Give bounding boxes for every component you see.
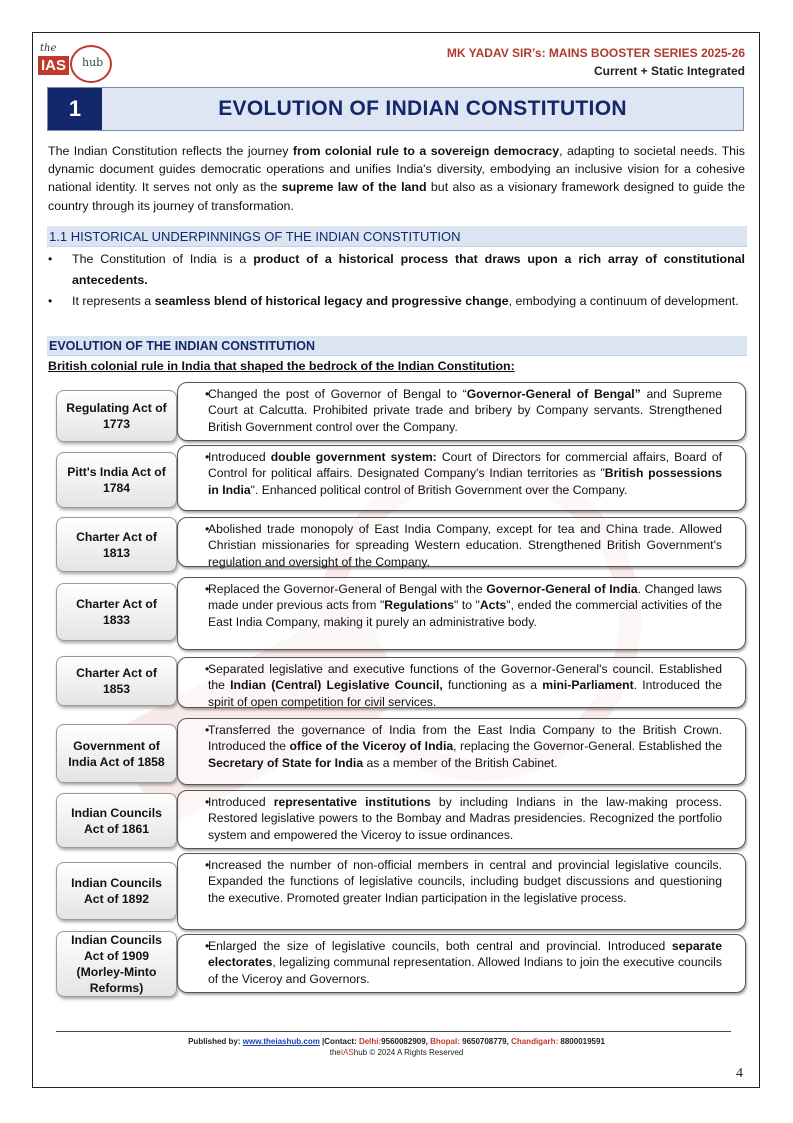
act-label: Charter Act of 1853 — [56, 656, 177, 706]
bullet-bold: product of a historical process that draws upon a rich array of constitutional antecedents. — [72, 252, 745, 287]
footer-contact — [0, 1037, 793, 1046]
act-label: Indian Councils Act of 1861 — [56, 793, 177, 848]
bullet-icon: • — [205, 723, 210, 737]
act-text-bold: separate electorates — [208, 939, 722, 970]
act-label: Charter Act of 1833 — [56, 583, 177, 641]
bullet-post: , embodying a continuum of development. — [508, 294, 739, 308]
list-item — [48, 291, 745, 312]
subheading: British colonial rule in India that shaped the bedrock of the Indian Constitution: — [48, 359, 515, 373]
bullet-icon: • — [205, 858, 210, 872]
footer-delhi-phone: 9560082909, — [381, 1037, 431, 1046]
act-text: Increased the number of non-official members in central and provincial legislative councils. Expanded the functions of legislative councils, including budget discussions and questioning the executive. Promoted greater Indian participation in the legislative process. — [208, 858, 722, 905]
act-text: Abolished trade monopoly of East India Company, except for tea and China trade. Allowed Christian missionaries for spreading Western education. Strengthened British Government's regulation and oversight of the Company. — [208, 522, 722, 569]
act-text: Introduced — [208, 450, 271, 464]
act-text-bold: office of the Viceroy of India — [289, 739, 454, 754]
bullet-icon: • — [205, 662, 210, 676]
bullet-icon: • — [205, 582, 210, 596]
bullet-icon: • — [205, 450, 210, 464]
bullet-text — [72, 291, 745, 312]
intro-bold: from colonial rule to a sovereign democracy — [292, 144, 560, 158]
act-description — [177, 657, 746, 708]
act-text: Replaced the Governor-General of Bengal with the — [208, 582, 487, 596]
logo-hub-text: hub — [82, 56, 104, 69]
act-label: Government of India Act of 1858 — [56, 724, 177, 783]
act-text-bold: Secretary of State for India — [208, 755, 364, 770]
list-item — [48, 249, 745, 291]
act-text-bold: representative institutions — [273, 795, 431, 809]
logo-ias-text: IAS — [38, 56, 69, 75]
bullet-pre: It represents a — [72, 294, 155, 308]
bullet-icon: • — [205, 939, 210, 953]
act-label: Indian Councils Act of 1892 — [56, 862, 177, 920]
act-text-bold: mini-Parliament — [542, 678, 634, 693]
bullet-bold: seamless blend of historical legacy and progressive change — [154, 294, 509, 308]
footer-contact-label: |Contact: — [319, 1037, 359, 1046]
act-text: . Changed laws made under previous acts from " — [208, 582, 722, 613]
act-text: Introduced — [208, 795, 274, 809]
act-description — [177, 934, 746, 993]
act-text: ". Enhanced political control of British Government over the Company. — [250, 482, 628, 497]
act-description — [177, 718, 746, 785]
act-text: as a member of the British Cabinet. — [363, 755, 558, 770]
footer-divider — [56, 1031, 731, 1032]
act-text: and Supreme Court at Calcutta. Prohibited private trade and bribery by Company servants. Strengthened British Government control over the Company. — [208, 387, 723, 434]
act-label: Regulating Act of 1773 — [56, 390, 177, 442]
act-text: , replacing the Governor-General. Established the — [453, 739, 722, 754]
act-description — [177, 577, 746, 650]
act-text-bold: Indian (Central) Legislative Council, — [230, 678, 443, 693]
intro-text: , adapting to societal needs. This dynamic document guides democratic operations and unifies India's diversity, embodying an inclusive vision for a cohesive national identity. It serves not only as the — [48, 144, 745, 195]
section-heading-evolution: EVOLUTION OF THE INDIAN CONSTITUTION — [47, 336, 747, 356]
chapter-number: 1 — [48, 88, 102, 130]
act-text: , legalizing communal representation. Allowed Indians to join the executive councils of the Viceroy and Governors. — [208, 955, 722, 986]
act-text-bold: British possessions in India — [208, 466, 722, 497]
chapter-banner — [47, 87, 744, 131]
act-text-bold: Acts — [479, 598, 507, 613]
act-text: Changed the post of Governor of Bengal to “ — [208, 387, 467, 401]
series-subtitle: Current + Static Integrated — [593, 64, 745, 78]
act-text: ", ended the commercial activities of the East India Company, making it purely an administrative body. — [208, 598, 722, 629]
page-number: 4 — [736, 1066, 743, 1081]
bullet-icon: • — [48, 252, 53, 266]
intro-paragraph — [48, 142, 745, 215]
act-text-bold: double government system: — [270, 450, 437, 464]
act-text: functioning as a — [442, 678, 543, 693]
logo-the-text: the — [40, 43, 57, 54]
act-description — [177, 445, 746, 511]
act-description — [177, 517, 746, 567]
act-text-bold: Regulations — [384, 598, 455, 613]
section-number: 1.1 — [49, 229, 68, 244]
act-description — [177, 853, 746, 930]
act-text: . Introduced the spirit of open competition for civil services. — [208, 678, 722, 709]
act-text-bold: Governor-General of Bengal” — [466, 387, 641, 401]
act-label: Charter Act of 1813 — [56, 517, 177, 572]
footer-bhopal-phone: 9650708779, — [459, 1037, 512, 1046]
intro-bold: supreme law of the land — [281, 180, 427, 195]
act-text: Transferred the governance of India from the East India Company to the British Crown. Introduced the — [208, 723, 722, 754]
intro-text: but also as a visionary framework designed to guide the country through its journey of transformation. — [48, 180, 745, 213]
section-heading-historical — [47, 226, 747, 247]
footer-published-label: Published by: — [188, 1037, 243, 1046]
bullet-text — [72, 249, 745, 291]
act-text: by including Indians in the law-making process. Restored legislative powers to the Bombay and Madras presidencies. Recognized the portfolio system and empowered the Viceroy to issue ordinances. — [208, 795, 722, 842]
footer-bhopal-label: Bhopal: — [430, 1037, 460, 1046]
act-text-bold: Governor-General of India — [486, 582, 638, 596]
series-title: MK YADAV SIR’s: MAINS BOOSTER SERIES 2025-26 — [446, 46, 745, 60]
footer-chandigarh-phone: 8800019591 — [558, 1037, 605, 1046]
footer-copyright — [0, 1048, 793, 1057]
act-text: Enlarged the size of legislative councils, both central and provincial. Introduced — [208, 939, 672, 953]
footer-site-link[interactable]: www.theiashub.com — [242, 1037, 320, 1046]
footer-chandigarh-label: Chandigarh: — [511, 1037, 559, 1046]
chapter-title: EVOLUTION OF INDIAN CONSTITUTION — [218, 97, 627, 120]
brand-logo — [38, 40, 116, 86]
bullet-icon: • — [205, 522, 210, 536]
copyright-the: the — [329, 1048, 341, 1057]
bullet-icon: • — [48, 294, 53, 308]
section-title: HISTORICAL UNDERPINNINGS OF THE INDIAN CONSTITUTION — [70, 229, 461, 244]
act-text: " to " — [454, 598, 480, 613]
bullet-pre: The Constitution of India is a — [72, 252, 254, 266]
act-label: Indian Councils Act of 1909 (Morley-Minto Reforms) — [56, 931, 177, 997]
act-text: Court of Directors for commercial affairs, Board of Control for political affairs. Designated Company's Indian territories as " — [208, 450, 722, 481]
footer-delhi-label: Delhi: — [358, 1037, 382, 1046]
act-text: Separated legislative and executive functions of the Governor-General's council. Established the — [208, 662, 722, 693]
intro-text: The Indian Constitution reflects the journey — [48, 144, 293, 158]
bullet-icon: • — [205, 795, 210, 809]
copyright-text: hub © 2024 A Rights Reserved — [353, 1048, 464, 1057]
act-description — [177, 790, 746, 849]
act-label: Pitt's India Act of 1784 — [56, 452, 177, 508]
bullet-icon: • — [205, 387, 210, 401]
bullet-list — [48, 249, 745, 312]
copyright-ias: IAS — [340, 1048, 354, 1057]
act-description — [177, 382, 746, 441]
